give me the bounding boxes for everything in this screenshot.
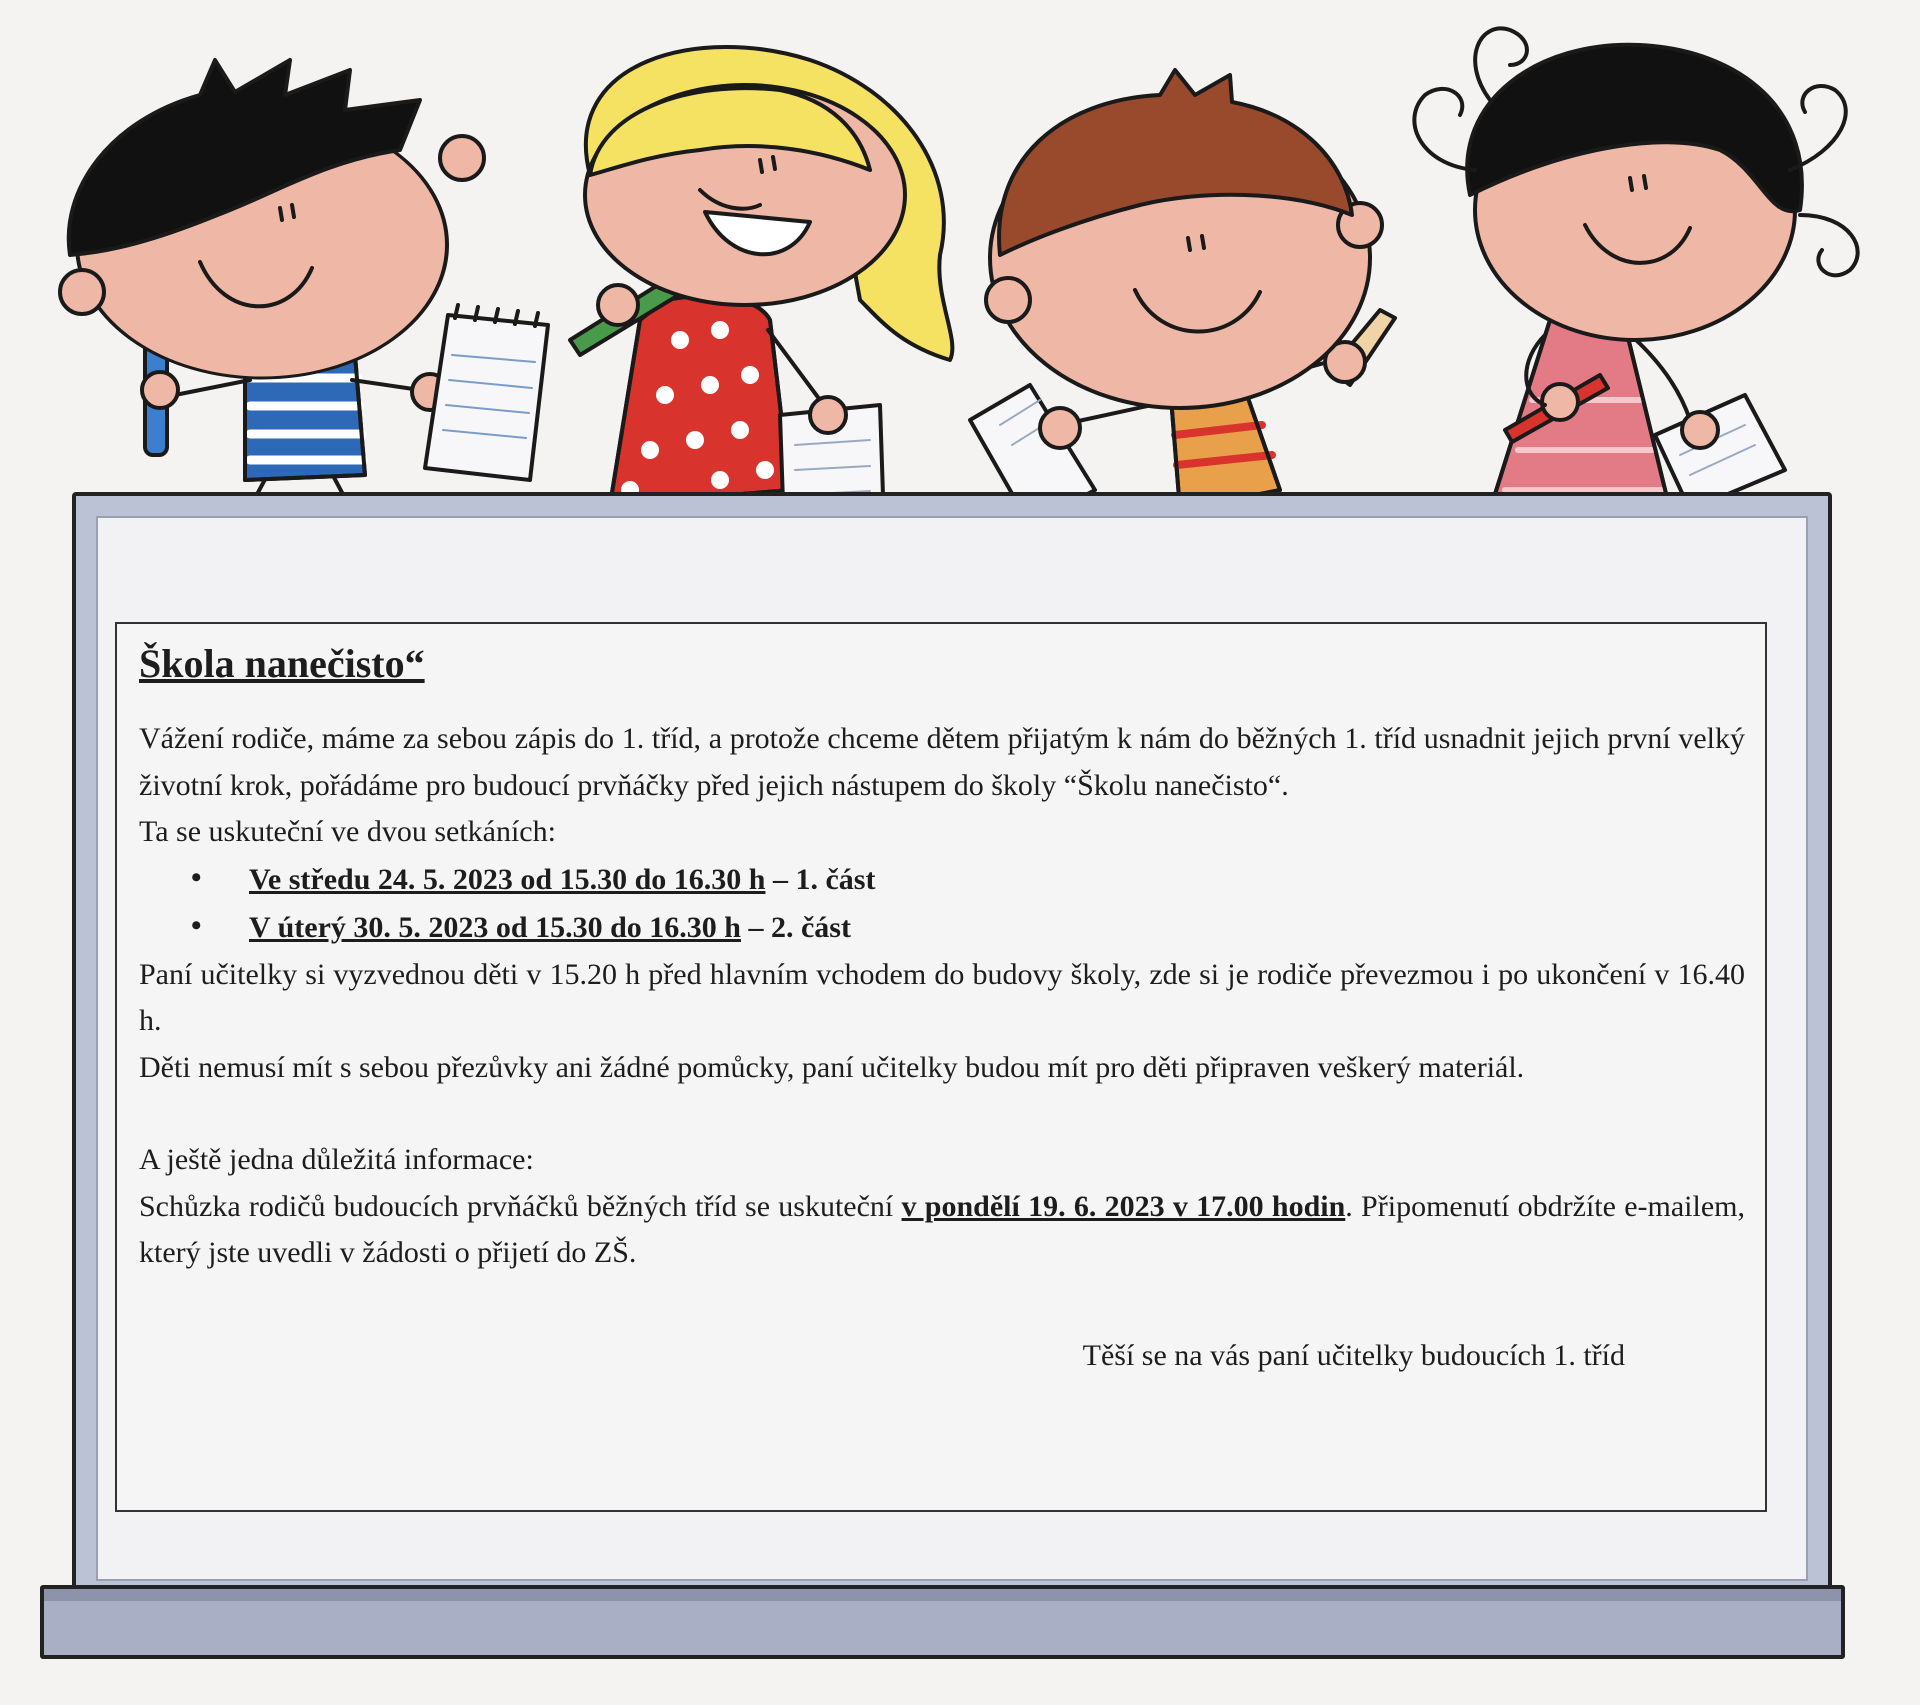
parents-meeting-text: Schůzka rodičů budoucích prvňáčků běžných tříd se uskuteční (139, 1189, 902, 1223)
meetings-intro: Ta se uskuteční ve dvou setkáních: (139, 815, 556, 848)
supplies-paragraph: Děti nemusí mít s sebou přezůvky ani žádné pomůcky, paní učitelky budou mít pro děti připraven veškerý materiál. (139, 1050, 1525, 1084)
pickup-paragraph: Paní učitelky si vyzvednou děti v 15.20 h před hlavním vchodem do budovy školy, zde si je rodiče převezmou i po ukončení v 16.40 h. (139, 957, 1745, 1037)
meeting-date: V úterý 30. 5. 2023 od 15.30 do 16.30 h (249, 910, 741, 944)
notepad-icon (425, 305, 548, 480)
info-heading: A ještě jedna důležitá informace: (139, 1143, 534, 1176)
notice-title: Škola nanečisto“ (139, 641, 425, 686)
intro-paragraph: Vážení rodiče, máme za sebou zápis do 1. tříd, a protože chceme dětem přijatým k nám do běžných 1. tříd usnadnit jejich první velký životní krok, pořádáme pro budoucí prvňáčky před jejich nástupem do školy “Školu nanečisto“. (139, 722, 1745, 802)
parents-meeting-paragraph (139, 1184, 1745, 1277)
meetings-list (139, 856, 1745, 952)
list-item (191, 904, 1745, 952)
signature: Těší se na vás paní učitelky budoucích 1. tříd (1082, 1338, 1625, 1372)
spacer (139, 1091, 1745, 1137)
meeting-part: – 2. část (740, 910, 851, 944)
meeting-date: Ve středu 24. 5. 2023 od 15.30 do 16.30 h (249, 862, 766, 896)
whiteboard-ledge (40, 1585, 1845, 1659)
boy-with-pencil-icon (60, 60, 484, 566)
list-item (191, 856, 1745, 904)
meeting-part: – 1. část (765, 862, 876, 896)
notice-box (115, 622, 1767, 1512)
parents-meeting-reminder: . Připomenutí obdržíte e-mailem, který jste uvedli v žádosti o přijetí do ZŠ. (139, 1189, 1745, 1269)
parents-meeting-date: v pondělí 19. 6. 2023 v 17.00 hodin (901, 1189, 1346, 1223)
